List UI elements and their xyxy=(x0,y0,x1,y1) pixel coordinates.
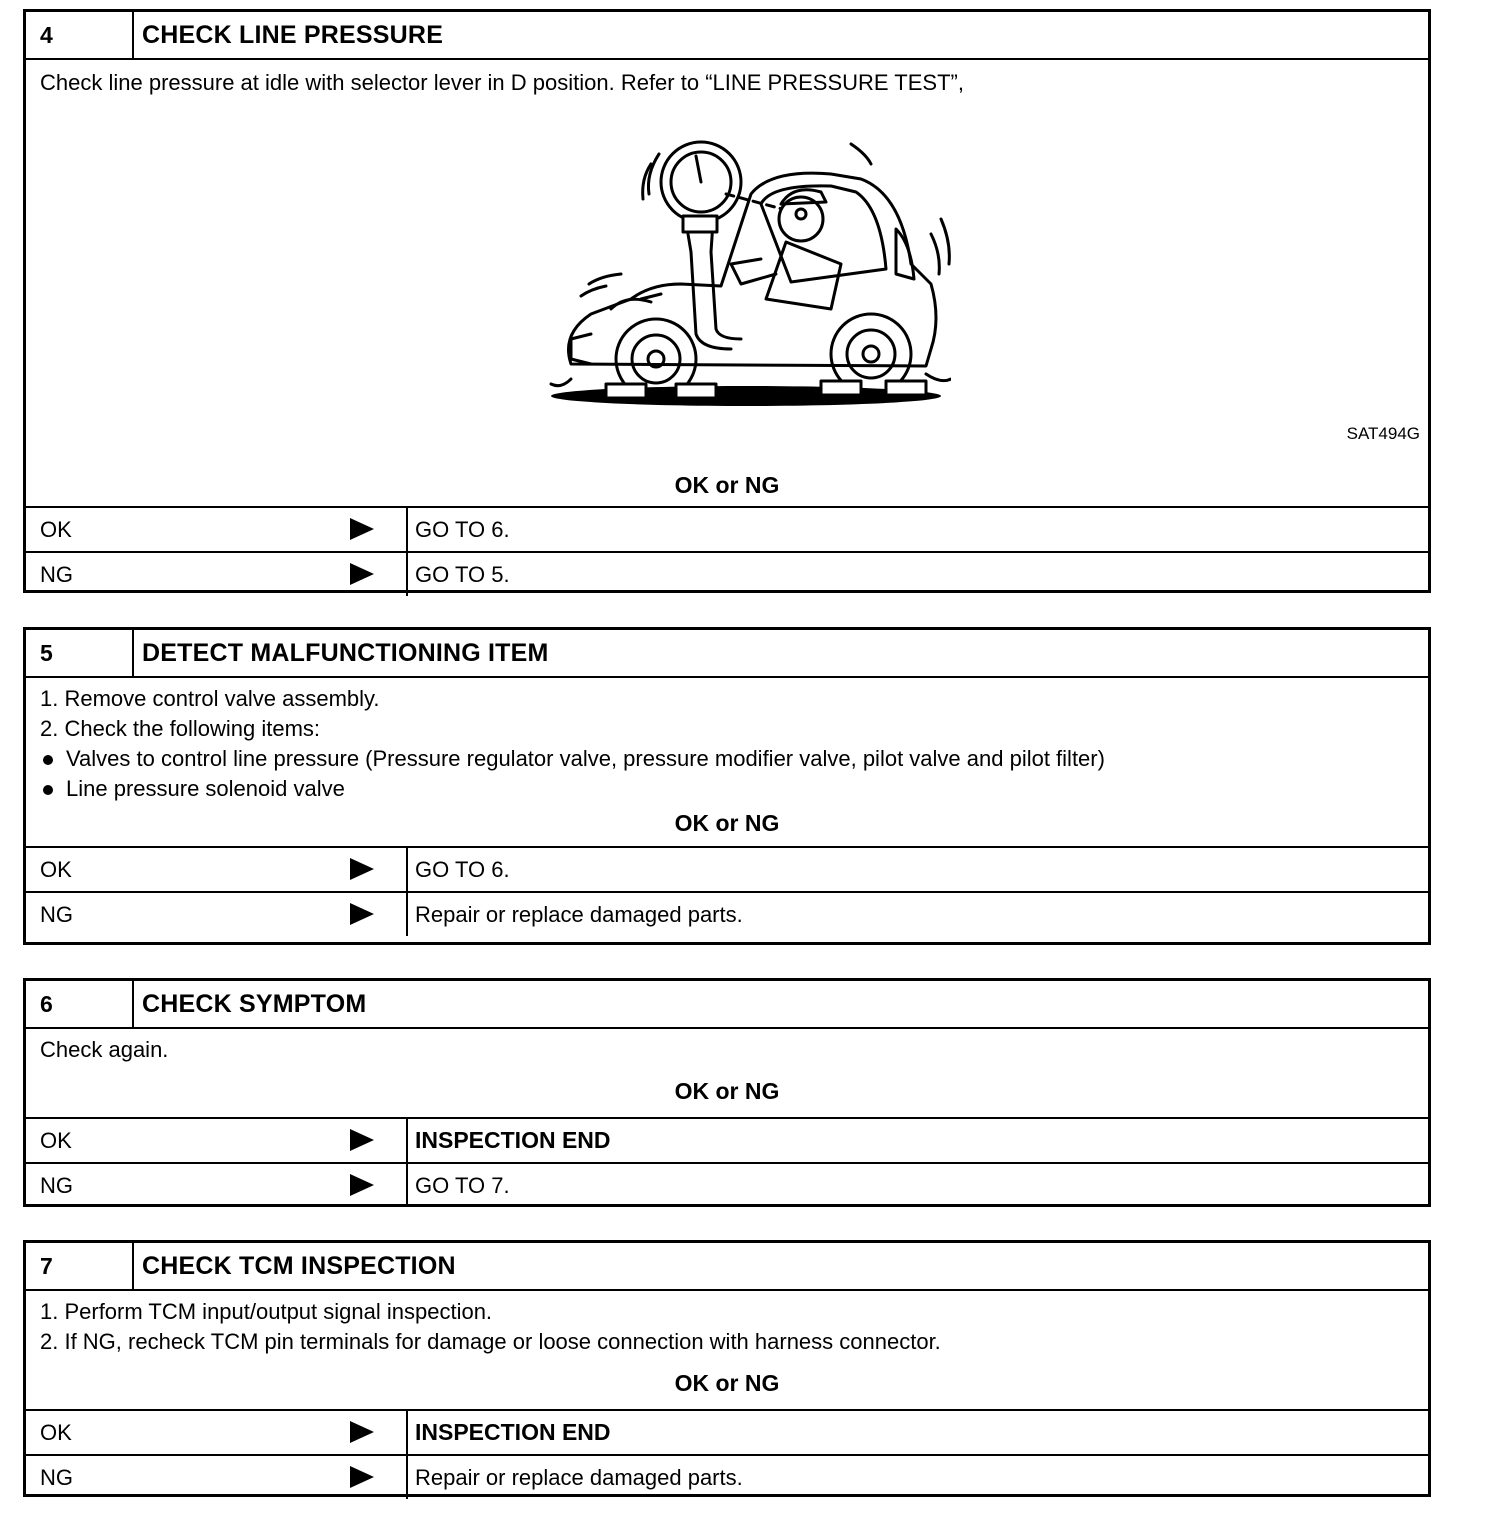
step-5-table xyxy=(23,627,1431,945)
step-number: 5 xyxy=(26,630,134,676)
ng-label: NG xyxy=(26,553,408,596)
step-body xyxy=(26,678,1428,800)
right-arrow-icon xyxy=(350,858,374,880)
ng-row xyxy=(26,891,1428,936)
ok-row xyxy=(26,1117,1428,1162)
figure-code: SAT494G xyxy=(1346,424,1420,443)
ng-result: Repair or replace damaged parts. xyxy=(415,901,743,927)
ok-or-ng-label: OK or NG xyxy=(674,1078,780,1104)
instruction-line: Check line pressure at idle with selector lever in D position. Refer to “LINE PRESSURE TEST”, xyxy=(40,70,964,95)
right-arrow-icon xyxy=(350,903,374,925)
step-header xyxy=(26,12,1428,60)
right-arrow-icon xyxy=(350,1129,374,1151)
ok-result: GO TO 6. xyxy=(415,856,510,882)
ok-or-ng-label: OK or NG xyxy=(674,472,780,498)
step-number: 4 xyxy=(26,12,134,58)
ok-label: OK xyxy=(26,1411,408,1454)
step-body xyxy=(26,1029,1428,1065)
ok-label: OK xyxy=(26,848,408,891)
bullet-item: Valves to control line pressure (Pressure regulator valve, pressure modifier valve, pilot valve and pilot filter) xyxy=(40,744,1414,774)
line-pressure-test-illustration xyxy=(531,134,951,424)
ok-result: INSPECTION END xyxy=(415,1419,611,1445)
step-4-table xyxy=(23,9,1431,593)
figure xyxy=(26,98,1428,464)
instruction-line: 1. Remove control valve assembly. xyxy=(40,686,380,711)
ng-row xyxy=(26,1162,1428,1207)
ok-label: OK xyxy=(26,1119,408,1162)
ok-result: GO TO 6. xyxy=(415,516,510,542)
ng-result: GO TO 5. xyxy=(415,561,510,587)
ok-or-ng-label: OK or NG xyxy=(674,810,780,836)
step-body xyxy=(26,60,1428,98)
ng-label: NG xyxy=(26,1456,408,1499)
ng-label: NG xyxy=(26,893,408,936)
ng-row xyxy=(26,551,1428,596)
right-arrow-icon xyxy=(350,563,374,585)
step-title: DETECT MALFUNCTIONING ITEM xyxy=(142,638,549,667)
right-arrow-icon xyxy=(350,1466,374,1488)
step-body xyxy=(26,1291,1428,1357)
step-6-table xyxy=(23,978,1431,1207)
right-arrow-icon xyxy=(350,1421,374,1443)
step-number: 7 xyxy=(26,1243,134,1289)
ng-result: GO TO 7. xyxy=(415,1172,510,1198)
step-title: CHECK SYMPTOM xyxy=(142,989,367,1018)
ng-row xyxy=(26,1454,1428,1499)
step-title: CHECK LINE PRESSURE xyxy=(142,20,444,49)
ok-row xyxy=(26,846,1428,891)
instruction-line: 1. Perform TCM input/output signal inspection. xyxy=(40,1299,493,1324)
ng-label: NG xyxy=(26,1164,408,1207)
ok-or-ng-label: OK or NG xyxy=(674,1370,780,1396)
right-arrow-icon xyxy=(350,1174,374,1196)
step-header xyxy=(26,630,1428,678)
right-arrow-icon xyxy=(350,518,374,540)
step-title: CHECK TCM INSPECTION xyxy=(142,1251,456,1280)
bullet-item: Line pressure solenoid valve xyxy=(40,774,1414,804)
ok-row xyxy=(26,1409,1428,1454)
instruction-line: 2. If NG, recheck TCM pin terminals for damage or loose connection with harness connector. xyxy=(40,1329,941,1354)
step-number: 6 xyxy=(26,981,134,1027)
step-7-table xyxy=(23,1240,1431,1497)
ok-row xyxy=(26,506,1428,551)
instruction-line: Check again. xyxy=(40,1037,169,1062)
step-header xyxy=(26,1243,1428,1291)
instruction-line: 2. Check the following items: xyxy=(40,716,321,741)
ok-label: OK xyxy=(26,508,408,551)
ng-result: Repair or replace damaged parts. xyxy=(415,1464,743,1490)
ok-result: INSPECTION END xyxy=(415,1127,611,1153)
step-header xyxy=(26,981,1428,1029)
